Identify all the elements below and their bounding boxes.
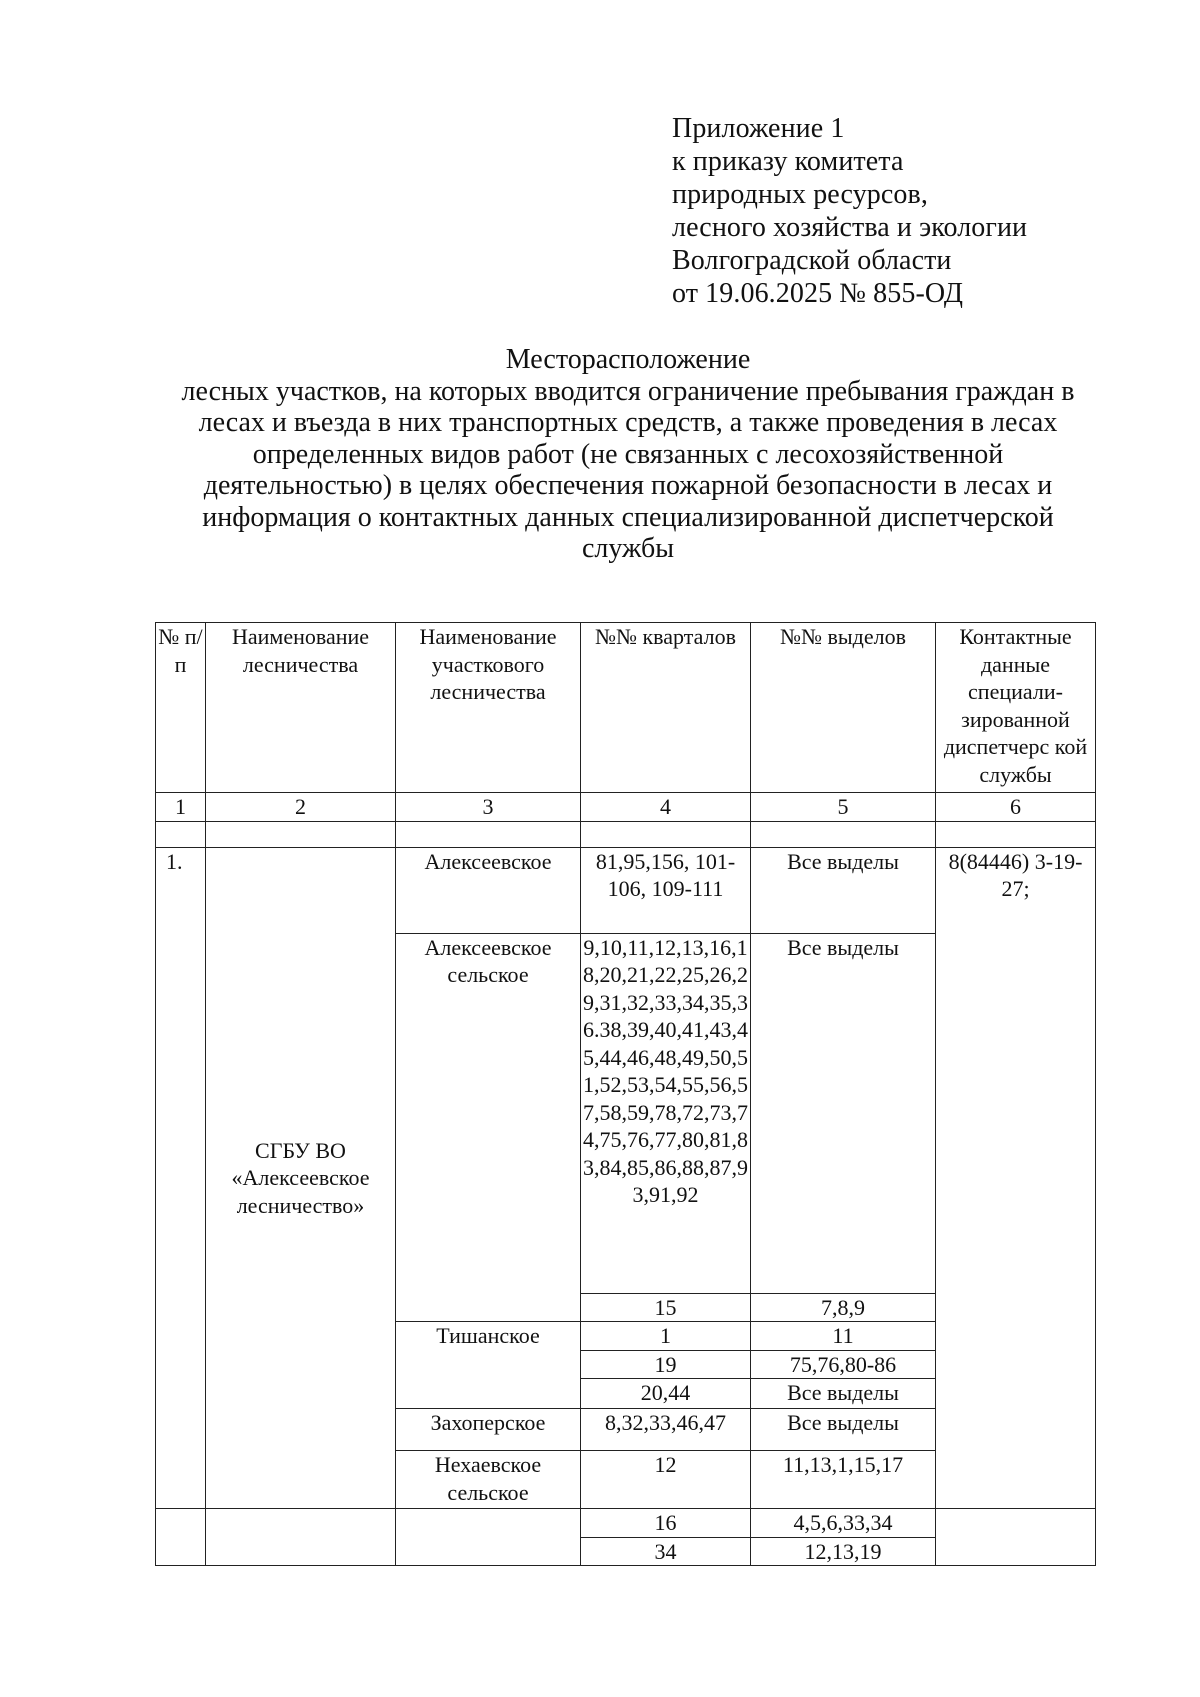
column-number: 3	[396, 793, 581, 822]
entry-number: 1.	[156, 847, 206, 1509]
appendix-block	[672, 112, 1027, 310]
header-district: Наименование участкового лесничества	[396, 623, 581, 793]
appendix-line: Приложение 1	[672, 113, 845, 144]
quarters-cell: 20,44	[581, 1379, 751, 1409]
appendix-line: лесного хозяйства и экологии	[672, 212, 1028, 243]
quarters-cell: 9,10,11,12,13,16,18,20,21,22,25,26,29,31,32,33,34,35,36.38,39,40,41,43,45,44,46,48,49,50,51,52,53,54,55,56,57,58,59,78,72,73,74,75,76,77,80,81,83,84,85,86,88,87,93,91,92	[581, 933, 751, 1293]
quarters-cell: 16	[581, 1509, 751, 1538]
quarters-cell: 19	[581, 1350, 751, 1379]
district-name: Алексеевское	[396, 847, 581, 933]
title-line: службы	[581, 533, 675, 564]
plots-cell: 12,13,19	[751, 1537, 936, 1566]
title-line: деятельностью) в целях обеспечения пожарной безопасности в лесах и	[203, 470, 1053, 501]
spacer-cell	[156, 821, 206, 847]
plots-cell: Все выделы	[751, 1409, 936, 1451]
appendix-line: от 19.06.2025 № 855-ОД	[672, 278, 964, 309]
column-number: 6	[936, 793, 1096, 822]
appendix-line: природных ресурсов,	[672, 179, 928, 210]
district-name: Нехаевское сельское	[396, 1451, 581, 1509]
title-line: лесных участков, на которых вводится ограничение пребывания граждан в	[181, 375, 1075, 407]
contact-cell	[936, 1509, 1096, 1566]
quarters-cell: 12	[581, 1451, 751, 1509]
spacer-cell	[751, 821, 936, 847]
spacer-cell	[936, 821, 1096, 847]
spacer-cell	[206, 821, 396, 847]
title-line: лесах и въезда в них транспортных средств, а также проведения в лесах	[198, 407, 1058, 438]
plots-cell: 4,5,6,33,34	[751, 1509, 936, 1538]
district-name: Тишанское	[396, 1322, 581, 1409]
table-row	[156, 847, 1096, 933]
plots-cell: 75,76,80-86	[751, 1350, 936, 1379]
column-number: 5	[751, 793, 936, 822]
plots-cell: Все выделы	[751, 933, 936, 1293]
entry-number	[156, 1509, 206, 1566]
appendix-line: к приказу комитета	[672, 146, 904, 177]
header-forestry: Наименование лесничества	[206, 623, 396, 793]
title-line: Месторасположение	[505, 344, 751, 375]
header-number: № п/п	[156, 623, 206, 793]
column-number: 4	[581, 793, 751, 822]
plots-cell: 11	[751, 1322, 936, 1351]
district-name: Алексеевское сельское	[396, 933, 581, 1322]
column-number: 2	[206, 793, 396, 822]
header-quarters: №№ кварталов	[581, 623, 751, 793]
quarters-cell: 81,95,156, 101-106, 109-111	[581, 847, 751, 933]
header-plots: №№ выделов	[751, 623, 936, 793]
contact-cell: 8(84446) 3-19-27;	[936, 847, 1096, 1509]
plots-cell: Все выделы	[751, 1379, 936, 1409]
quarters-cell: 8,32,33,46,47	[581, 1409, 751, 1451]
appendix-line: Волгоградской области	[672, 245, 952, 276]
header-row	[156, 623, 1096, 793]
district-name: Захоперское	[396, 1409, 581, 1451]
header-contact: Контактные данные специали-зированной диспетчерс кой службы	[936, 623, 1096, 793]
forest-plots-table	[155, 622, 1096, 1566]
title-line: определенных видов работ (не связанных с лесохозяйственной	[252, 438, 1004, 470]
column-number: 1	[156, 793, 206, 822]
quarters-cell: 1	[581, 1322, 751, 1351]
quarters-cell: 15	[581, 1293, 751, 1322]
forestry-name	[206, 1509, 396, 1566]
plots-cell: 7,8,9	[751, 1293, 936, 1322]
quarters-cell: 34	[581, 1537, 751, 1566]
table-row	[156, 1509, 1096, 1538]
plots-cell: 11,13,1,15,17	[751, 1451, 936, 1509]
document-title	[140, 344, 1116, 565]
plots-cell: Все выделы	[751, 847, 936, 933]
column-number-row	[156, 793, 1096, 822]
title-line: информация о контактных данных специализированной диспетчерской	[202, 501, 1054, 533]
forestry-name: СГБУ ВО «Алексеевское лесничество»	[206, 847, 396, 1509]
spacer-row	[156, 821, 1096, 847]
spacer-cell	[581, 821, 751, 847]
district-name	[396, 1509, 581, 1566]
spacer-cell	[396, 821, 581, 847]
